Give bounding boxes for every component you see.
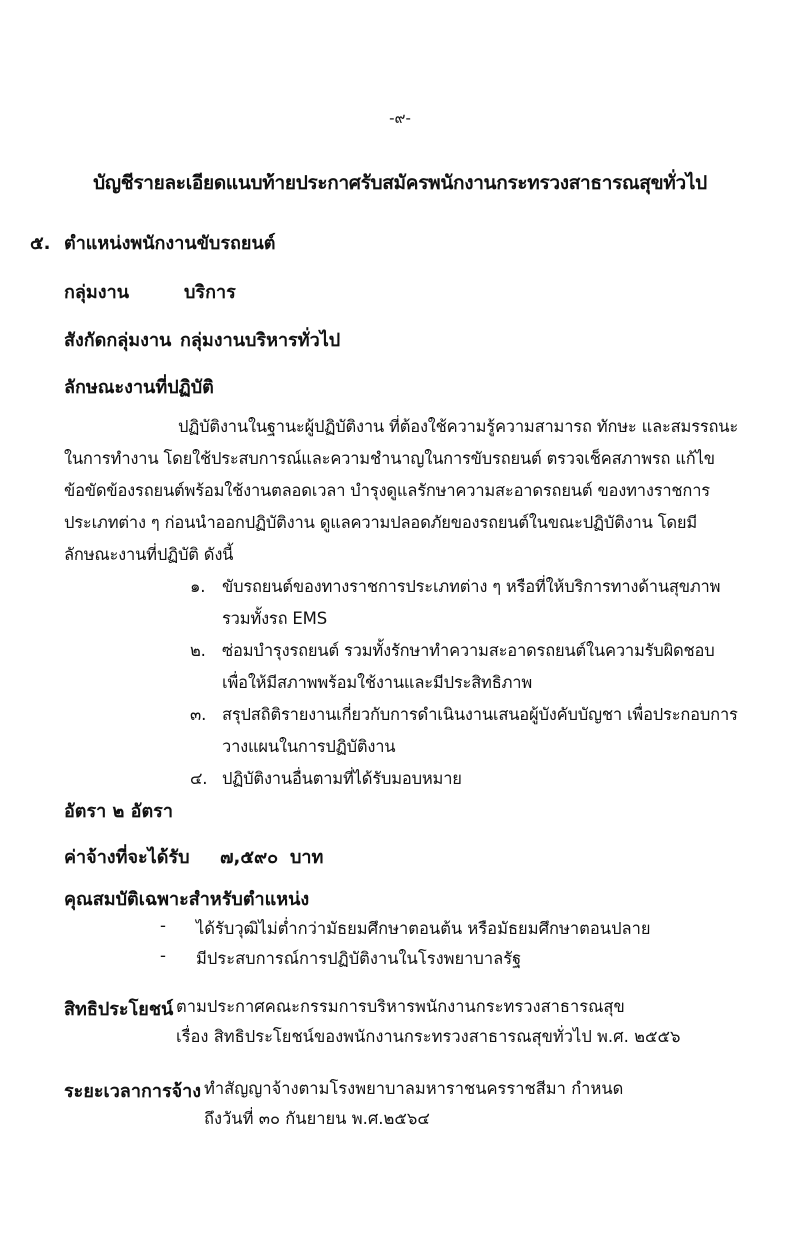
job-description-line: ในการทำงาน โดยใช้ประสบการณ์และความชำนาญในการขับรถยนต์ ตรวจเช็คสภาพรถ แก้ไข <box>64 449 715 468</box>
job-description-heading: ลักษณะงานที่ปฏิบัติ <box>64 377 214 398</box>
duty-number: ๓. <box>190 705 207 724</box>
duty-line: วางแผนในการปฏิบัติงาน <box>222 737 396 756</box>
salary-label: ค่าจ้างที่จะได้รับ <box>64 847 190 868</box>
employment-period-label: ระยะเวลาการจ้าง <box>64 1081 202 1102</box>
job-description-line: ลักษณะงานที่ปฏิบัติ ดังนี้ <box>64 545 234 564</box>
benefits-line: เรื่อง สิทธิประโยชน์ของพนักงานกระทรวงสาธารณสุขทั่วไป พ.ศ. ๒๕๕๖ <box>176 1027 681 1046</box>
qualifications-heading: คุณสมบัติเฉพาะสำหรับตำแหน่ง <box>64 889 310 910</box>
duty-line: เพื่อให้มีสภาพพร้อมใช้งานและมีประสิทธิภาพ <box>222 673 533 692</box>
page-number: -๙- <box>389 109 411 127</box>
job-description-line: ปฏิบัติงานในฐานะผู้ปฏิบัติงาน ที่ต้องใช้ความรู้ความสามารถ ทักษะ และสมรรถนะ <box>178 417 739 436</box>
job-description-line: ประเภทต่าง ๆ ก่อนนำออกปฏิบัติงาน ดูแลความปลอดภัยของรถยนต์ในขณะปฏิบัติงาน โดยมี <box>64 513 698 532</box>
bullet-dash: - <box>160 916 166 935</box>
position-name: ตำแหน่งพนักงานขับรถยนต์ <box>64 233 276 254</box>
vacancies: อัตรา ๒ อัตรา <box>64 801 173 822</box>
benefits-line: ตามประกาศคณะกรรมการบริหารพนักงานกระทรวงสาธารณสุข <box>176 997 625 1016</box>
duty-number: ๒. <box>190 641 206 660</box>
qualification-item: ได้รับวุฒิไม่ต่ำกว่ามัธยมศึกษาตอนต้น หรือมัธยมศึกษาตอนปลาย <box>196 919 651 938</box>
employment-period-line: ทำสัญญาจ้างตามโรงพยาบาลมหาราชนครราชสีมา กำหนด <box>204 1079 624 1098</box>
salary-unit: บาท <box>290 847 324 868</box>
employment-period-line: ถึงวันที่ ๓๐ กันยายน พ.ศ.๒๕๖๔ <box>204 1109 430 1128</box>
duty-line: สรุปสถิติรายงานเกี่ยวกับการดำเนินงานเสนอผู้บังคับบัญชา เพื่อประกอบการ <box>222 705 738 724</box>
duty-number: ๔. <box>190 769 208 788</box>
work-group-value: บริการ <box>184 282 236 303</box>
work-group-label: กลุ่มงาน <box>64 282 129 303</box>
document-title: บัญชีรายละเอียดแนบท้ายประกาศรับสมัครพนักงานกระทรวงสาธารณสุขทั่วไป <box>93 172 707 194</box>
salary-amount: ๗,๕๙๐ <box>220 847 279 868</box>
qualification-item: มีประสบการณ์การปฏิบัติงานในโรงพยาบาลรัฐ <box>196 949 522 968</box>
duty-line: ซ่อมบำรุงรถยนต์ รวมทั้งรักษาทำความสะอาดรถยนต์ในความรับผิดชอบ <box>222 641 715 660</box>
duty-line: ขับรถยนต์ของทางราชการประเภทต่าง ๆ หรือที่ให้บริการทางด้านสุขภาพ <box>222 577 721 596</box>
job-description-line: ข้อขัดข้องรถยนต์พร้อมใช้งานตลอดเวลา บำรุงดูแลรักษาความสะอาดรถยนต์ ของทางราชการ <box>64 481 710 500</box>
benefits-label: สิทธิประโยชน์ <box>64 999 174 1020</box>
duty-line: รวมทั้งรถ EMS <box>222 609 327 628</box>
duty-line: ปฏิบัติงานอื่นตามที่ได้รับมอบหมาย <box>222 769 462 788</box>
affiliation-value: กลุ่มงานบริหารทั่วไป <box>180 330 341 351</box>
bullet-dash: - <box>160 946 166 965</box>
position-number: ๕. <box>30 233 51 254</box>
duty-number: ๑. <box>190 577 206 596</box>
affiliation-label: สังกัดกลุ่มงาน <box>64 330 172 351</box>
